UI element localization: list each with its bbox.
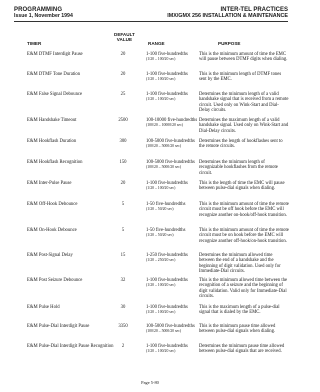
header-issue: Issue 1, November 1994 bbox=[14, 13, 73, 20]
column-header-purpose: PURPOSE bbox=[218, 41, 241, 46]
range-value: 100-5000 five-hundredths bbox=[146, 160, 195, 165]
timer-name: E&M Post-Signal Delay bbox=[27, 253, 73, 258]
timer-name: E&M Inter-Pulse Pause bbox=[27, 181, 72, 186]
default-value: 32 bbox=[120, 278, 126, 283]
range-value: 100-5000 five-hundredths bbox=[146, 324, 195, 329]
range-seconds: (1/20 – 100/20 sec) bbox=[146, 283, 176, 288]
purpose-text: Determines the maximum length of a valid handshake signal. Used only on Wink-Start and Dial-Delay circuits. bbox=[199, 118, 289, 134]
default-value: 2 bbox=[121, 344, 125, 349]
purpose-text: This is the minimum length of DTMF tones sent by the EMC. bbox=[199, 72, 282, 83]
range-cell bbox=[146, 253, 201, 264]
default-value: 2500 bbox=[118, 118, 128, 123]
purpose-text: This is the minimum amount of time the remote circuit must be on hook before the EMC will recognize another off-hook/on-hook transition. bbox=[199, 228, 289, 244]
column-header-default-line2: VALUE bbox=[116, 36, 133, 42]
header-subtitle-right: IMX/GMX 256 INSTALLATION & MAINTENANCE bbox=[167, 13, 288, 20]
default-value: 3350 bbox=[118, 324, 128, 329]
timer-name: E&M Pulse-Dial Interdigit Pause bbox=[27, 324, 90, 329]
header-title-right: INTER-TEL PRACTICES bbox=[220, 7, 288, 13]
timer-name: E&M On-Hook Debounce bbox=[27, 228, 77, 233]
timer-name: E&M Hookflash Recognition bbox=[27, 160, 83, 165]
range-value: 1-100 five-hundredths bbox=[146, 92, 188, 97]
range-seconds: (1/20 – 50/20 sec) bbox=[146, 233, 174, 238]
range-cell bbox=[146, 72, 201, 83]
column-header-default bbox=[114, 33, 135, 43]
purpose-text: This is the maximum length of a pulse-dial signal that is dialed by the EMC. bbox=[199, 305, 280, 316]
range-value: 100-5000 five-hundredths bbox=[146, 139, 195, 144]
default-value: 25 bbox=[120, 92, 126, 97]
default-value: 20 bbox=[120, 181, 126, 186]
range-cell bbox=[146, 202, 201, 213]
purpose-text: This is the length of time the EMC will pause between pulse-dial signals when dialing. bbox=[199, 181, 285, 192]
default-value: 15 bbox=[120, 253, 126, 258]
timer-name: E&M DTMF Interdigit Pause bbox=[27, 52, 83, 57]
range-seconds: (100/20 – 10000/20 sec) bbox=[146, 123, 184, 128]
default-value: 5 bbox=[121, 202, 125, 207]
range-value: 1-50 five-hundredths bbox=[146, 228, 186, 233]
range-cell bbox=[146, 278, 201, 289]
purpose-text: This is the minimum amount of time the remote circuit must be off hook before the EMC will recognize another on-hook/off-hook transition. bbox=[199, 202, 289, 218]
purpose-text: This is the minimum amount of time the EMC will pause between DTMF digits when dialing. bbox=[199, 52, 288, 63]
range-value: 1-100 five-hundredths bbox=[146, 52, 188, 57]
range-value: 1-250 five-hundredths bbox=[146, 253, 188, 258]
range-cell bbox=[146, 181, 201, 192]
range-seconds: (1/20 – 100/20 sec) bbox=[146, 57, 176, 62]
purpose-text: This is the minimum allowed time between the recognition of a seizure and the beginning of digit validation. Valid only for Immediate-Dial circuits. bbox=[199, 278, 288, 299]
range-seconds: (1/20 – 50/20 sec) bbox=[146, 207, 174, 212]
range-cell bbox=[146, 324, 201, 335]
range-cell bbox=[146, 139, 201, 150]
range-seconds: (1/20 – 100/20 sec) bbox=[146, 97, 176, 102]
range-cell bbox=[146, 305, 201, 316]
purpose-text: Determines the minimum length of recognizable hookflashes from the remote circuit. bbox=[199, 160, 278, 176]
range-value: 1-100 five-hundredths bbox=[146, 344, 188, 349]
range-value: 1-100 five-hundredths bbox=[146, 72, 188, 77]
column-header-default-line1: DEFAULT bbox=[114, 32, 135, 37]
default-value: 150 bbox=[119, 160, 127, 165]
range-seconds: (1/20 – 100/20 sec) bbox=[146, 349, 176, 354]
timer-name: E&M Handshake Timeout bbox=[27, 118, 77, 123]
purpose-text: Determines the minimum length of a valid handshake signal that is received from a remote circuit. Used only on Wink-Start and Dial-Delay circuits. bbox=[199, 92, 289, 113]
range-seconds: (100/20 – 5000/20 sec) bbox=[146, 329, 182, 334]
default-value: 20 bbox=[120, 52, 126, 57]
timer-name: E&M False Signal Debounce bbox=[27, 92, 83, 97]
range-value: 100-10000 five-hundredths bbox=[146, 118, 198, 123]
default-value: 5 bbox=[121, 228, 125, 233]
timer-name: E&M Pulse Hold bbox=[27, 305, 60, 310]
purpose-text: Determines the minimum allowed time between the end of a handshake and the beginning of digit validation. Used only for Immediate-Dial circuits. bbox=[199, 253, 281, 274]
purpose-text: This is the minimum pause time allowed between pulse-dial signals when dialing. bbox=[199, 324, 276, 335]
range-seconds: (1/20 – 100/20 sec) bbox=[146, 310, 176, 315]
range-seconds: (100/20 – 5000/20 sec) bbox=[146, 144, 182, 149]
purpose-text: Determines the minimum pause time allowed between pulse-dial signals that are received. bbox=[199, 344, 285, 355]
timer-name: E&M Hookflash Duration bbox=[27, 139, 77, 144]
range-value: 1-50 five-hundredths bbox=[146, 202, 186, 207]
timer-name: E&M Post Seizure Debounce bbox=[27, 278, 83, 283]
range-cell bbox=[146, 160, 201, 171]
header-title-left: PROGRAMMING bbox=[14, 7, 63, 13]
timer-name: E&M DTMF Tone Duration bbox=[27, 72, 81, 77]
timer-name: E&M Pulse-Dial Interdigit Pause Recognition bbox=[27, 344, 114, 349]
purpose-text: Determines the length of hookflashes sent to the remote circuits. bbox=[199, 139, 283, 150]
timer-name: E&M Off-Hook Debounce bbox=[27, 202, 78, 207]
range-value: 1-100 five-hundredths bbox=[146, 181, 188, 186]
default-value: 20 bbox=[120, 72, 126, 77]
range-seconds: (1/20 – 250/20 sec) bbox=[146, 258, 176, 263]
page-header-left bbox=[14, 7, 73, 20]
range-cell bbox=[146, 344, 201, 355]
range-seconds: (1/20 – 100/20 sec) bbox=[146, 186, 176, 191]
range-cell bbox=[146, 52, 201, 63]
range-cell bbox=[146, 92, 201, 103]
default-value: 30 bbox=[120, 305, 126, 310]
default-value: 300 bbox=[119, 139, 127, 144]
range-value: 1-100 five-hundredths bbox=[146, 305, 188, 310]
column-header-range: RANGE bbox=[148, 41, 165, 46]
column-header-timer: TIMER bbox=[27, 41, 42, 46]
range-value: 1-100 five-hundredths bbox=[146, 278, 188, 283]
page-header-right bbox=[167, 7, 288, 20]
range-seconds: (100/20 – 5000/20 sec) bbox=[146, 165, 182, 170]
range-cell bbox=[146, 228, 201, 239]
range-cell bbox=[146, 118, 201, 129]
page-number: Page 5-80 bbox=[141, 380, 159, 385]
range-seconds: (1/20 – 100/20 sec) bbox=[146, 77, 176, 82]
header-divider bbox=[14, 21, 288, 22]
